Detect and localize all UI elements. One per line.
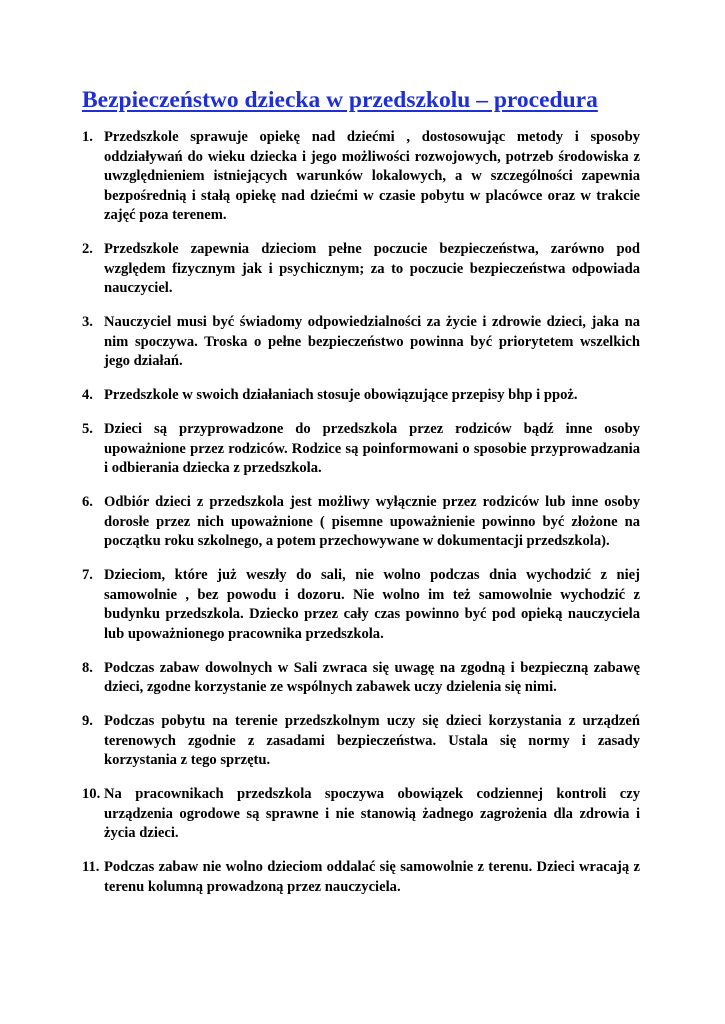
item-text: Podczas pobytu na terenie przedszkolnym uczy się dzieci korzystania z urządzeń terenowych zgodnie z zasadami bezpieczeństwa. Ustala się normy i zasady korzystania z tego sprzętu. [104, 713, 640, 768]
list-item [82, 386, 640, 406]
item-text: Dzieciom, które już weszły do sali, nie wolno podczas dnia wychodzić z niej samowolnie , bez powodu i dozoru. Nie wolno im też samowolnie wychodzić z budynku przedszkola. Dziecko przez cały czas powinno być pod opieką nauczyciela lub upoważnionego pracownika przedszkola. [104, 567, 640, 642]
list-item [82, 420, 640, 479]
item-text: Nauczyciel musi być świadomy odpowiedzialności za życie i zdrowie dzieci, jaka na nim spoczywa. Troska o pełne bezpieczeństwo powinna być priorytetem wszelkich jego działań. [104, 314, 640, 369]
list-item [82, 785, 640, 844]
item-number: 10. [82, 786, 101, 802]
list-item [82, 240, 640, 299]
item-number: 1. [82, 129, 93, 145]
item-number: 7. [82, 567, 93, 583]
list-item [82, 493, 640, 552]
item-number: 2. [82, 241, 93, 257]
item-text: Dzieci są przyprowadzone do przedszkola przez rodziców bądź inne osoby upoważnione przez rodziców. Rodzice są poinformowani o sposobie przyprowadzania i odbierania dziecka z przedszkola. [104, 421, 640, 476]
list-item [82, 566, 640, 644]
procedure-list [82, 128, 640, 912]
item-number: 8. [82, 659, 93, 676]
item-text: Podczas zabaw dowolnych w Sali zwraca się uwagę na zgodną i bezpieczną zabawę dzieci, zgodne korzystanie ze wspólnych zabawek uczy dzielenia się nimi. [104, 659, 640, 695]
list-item [82, 659, 640, 698]
list-item [82, 858, 640, 897]
item-text: Podczas zabaw nie wolno dzieciom oddalać się samowolnie z terenu. Dzieci wracają z terenu kolumną prowadzoną przez nauczyciela. [104, 859, 640, 895]
item-text: Odbiór dzieci z przedszkola jest możliwy wyłącznie przez rodziców lub inne osoby dorosłe przez nich upoważnione ( pisemne upoważnienie powinno być złożone na początku roku szkolnego, a potem przechowywane w dokumentacji przedszkola). [104, 494, 640, 549]
item-text: Na pracownikach przedszkola spoczywa obowiązek codziennej kontroli czy urządzenia ogrodowe są sprawne i nie stanowią żadnego zagrożenia dla zdrowia i życia dzieci. [104, 786, 640, 841]
item-text: Przedszkole sprawuje opiekę nad dziećmi , dostosowując metody i sposoby oddziaływań do wieku dziecka i jego możliwości rozwojowych, potrzeb środowiska z uwzględnieniem istniejących warunków lokalowych, a w szczególności zapewnia bezpośrednią i stałą opiekę nad dziećmi w czasie pobytu w placówce oraz w trakcie zajęć poza terenem. [104, 129, 640, 223]
item-number: 11. [82, 859, 100, 875]
list-item [82, 128, 640, 226]
item-text: Przedszkole w swoich działaniach stosuje obowiązujące przepisy bhp i ppoż. [104, 387, 578, 403]
list-item [82, 313, 640, 372]
document-title: Bezpieczeństwo dziecka w przedszkolu – procedura [82, 87, 598, 113]
item-number: 3. [82, 314, 93, 330]
item-text: Przedszkole zapewnia dzieciom pełne poczucie bezpieczeństwa, zarówno pod względem fizycznym jak i psychicznym; za to poczucie bezpieczeństwa odpowiada nauczyciel. [104, 241, 640, 296]
item-number: 6. [82, 494, 93, 510]
list-item [82, 712, 640, 771]
item-number: 9. [82, 713, 93, 729]
item-number: 4. [82, 387, 93, 403]
item-number: 5. [82, 421, 93, 437]
